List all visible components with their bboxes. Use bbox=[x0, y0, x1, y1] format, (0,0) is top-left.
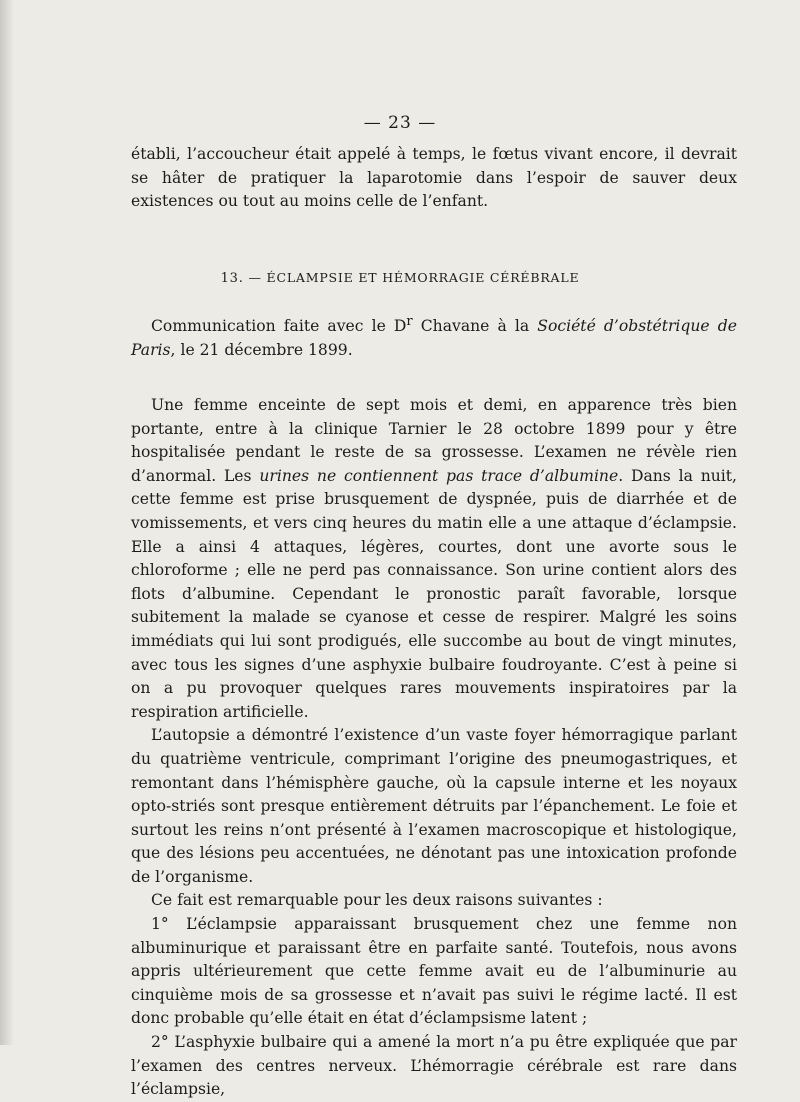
communication-middle: Chavane à la bbox=[412, 317, 538, 336]
communication-suffix: , le 21 décembre 1899. bbox=[170, 340, 353, 359]
communication-prefix: Communication faite avec le D bbox=[151, 317, 407, 336]
paragraph-reason-2: 2° L’asphyxie bulbaire qui a amené la mort n’a pu être expliquée que par l’examen des centres nerveux. L’hémorragie cérébrale est rare dans l’éclampsie, bbox=[131, 1033, 737, 1099]
paragraph-reasons-intro: Ce fait est remarquable pour les deux raisons suivantes : bbox=[151, 891, 603, 910]
case-text-part-2: . Dans la nuit, cette femme est prise brusquement de dyspnée, puis de diarrhée et de vomissements, et vers cinq heures du matin elle a une attaque d’éclampsie. Elle a ainsi 4 attaques, légères, courtes, dont une avorte sous le chloroforme ; elle ne perd pas connaissance. Son urine contient alors des flots d’albumine. Cependant le pronostic paraît favorable, lorsque subitement la malade se cyanose et cesse de respirer. Malgré les soins immédiats qui lui sont prodigués, elle succombe au bout de vingt minutes, avec tous les signes d’une asphyxie bulbaire foudroyante. C’est à peine si on a pu provoquer quelques rares mouvements inspiratoires par la respiration artificielle. bbox=[131, 466, 737, 721]
case-text-part-1: Une femme enceinte de sept mois et demi, en apparence très bien portante, entre à la clinique Tarnier le 28 octobre 1899 pour y être hospitalisée pendant le reste de sa grossesse. L’examen ne révèle rien d’anormal. Les bbox=[131, 396, 737, 485]
communication-note bbox=[131, 310, 737, 362]
section-heading bbox=[0, 270, 800, 286]
paragraph-case-description bbox=[131, 394, 737, 724]
paragraph-autopsy: L’autopsie a démontré l’existence d’un vaste foyer hémorragique parlant du quatrième ventricule, comprimant l’origine des pneumogastriques, et remontant dans l’hémisphère gauche, où la capsule interne et les noyaux opto-striés sont presque entièrement détruits par l’épanchement. Le foie et surtout les reins n’ont présenté à l’examen macroscopique et histologique, que des lésions peu accentuées, ne dénotant pas une intoxication profonde de l’organisme. bbox=[131, 726, 737, 886]
doctor-superscript: r bbox=[406, 314, 413, 329]
section-dash: — bbox=[248, 270, 262, 285]
section-title: ÉCLAMPSIE ET HÉMORRAGIE CÉRÉBRALE bbox=[266, 270, 580, 285]
page-number: — 23 — bbox=[363, 113, 437, 133]
paragraph-reason-1: 1° L’éclampsie apparaissant brusquement chez une femme non albuminurique et paraissant être en parfaite santé. Toutefois, nous avons appris ultérieurement que cette femme avait eu de l’albuminurie au cinquième mois de sa grossesse et n’avait pas suivi le régime lacté. Il est donc probable qu’elle était en état d’éclampsisme latent ; bbox=[131, 915, 737, 1028]
continuation-text: établi, l’accoucheur était appelé à temps, le fœtus vivant encore, il devrait se hâter de pratiquer la laparotomie dans l’espoir de sauver deux existences ou tout au moins celle de l’enfant. bbox=[131, 145, 737, 211]
continuation-paragraph bbox=[131, 143, 737, 214]
case-report-body bbox=[131, 394, 737, 1102]
page-gutter-shadow bbox=[0, 0, 14, 1045]
case-text-italic: urines ne contiennent pas trace d’albumine bbox=[259, 466, 619, 485]
communication-text bbox=[131, 310, 737, 362]
society-name: Société d’obstétrique de Paris bbox=[131, 317, 737, 359]
section-number: 13. bbox=[220, 271, 244, 286]
